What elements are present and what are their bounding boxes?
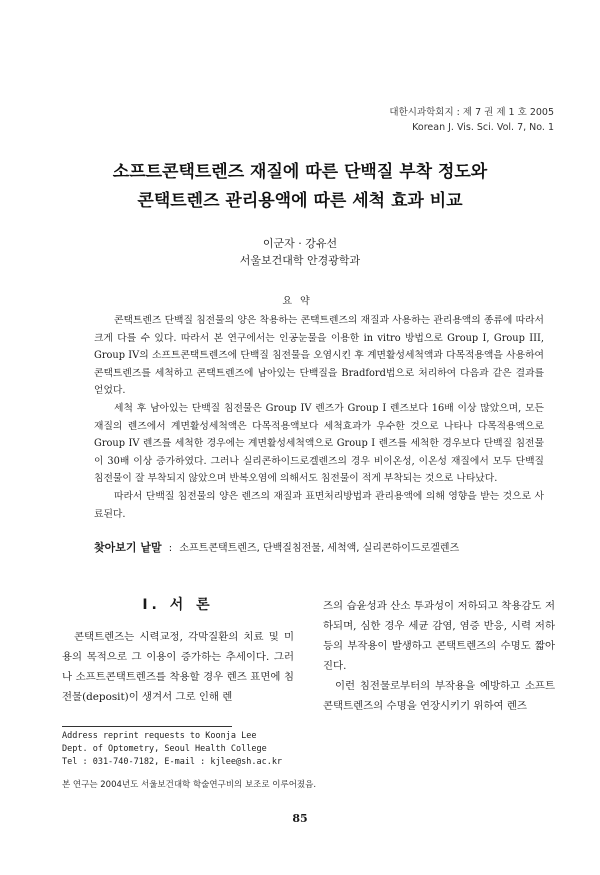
keywords-label: 찾아보기 낱말	[94, 541, 162, 554]
abstract-body	[94, 312, 544, 523]
footnote-divider	[62, 726, 232, 727]
page-number: 85	[292, 812, 308, 825]
keywords-line	[94, 540, 564, 557]
left-column	[62, 595, 294, 707]
right-column	[323, 596, 555, 716]
body-paragraph: 즈의 습윤성과 산소 투과성이 저하되고 착용감도 저하되며, 심한 경우 세균 감염, 염증 반응, 시력 저하 등의 부작용이 발생하고 콘택트렌즈의 수명도 짧아진다.	[323, 600, 555, 672]
journal-header	[389, 105, 554, 135]
author-affiliation: 서울보건대학 안경광학과	[239, 254, 361, 267]
body-paragraph: 이런 침전물로부터의 부작용을 예방하고 소프트콘택트렌즈의 수명을 연장시키기 위하여 렌즈	[323, 680, 555, 712]
body-paragraph: 콘택트렌즈는 시력교정, 각막질환의 치료 및 미용의 목적으로 그 이용이 증가하는 추세이다. 그러나 소프트콘택트렌즈를 착용할 경우 렌즈 표면에 침전물(deposit)이 생겨서 그로 인해 렌	[62, 631, 294, 703]
journal-citation-korean: 대한시과학회지 : 제 7 권 제 1 호 2005	[389, 107, 554, 118]
title-line-2: 콘택트렌즈 관리용액에 따른 세척 효과 비교	[137, 191, 463, 211]
abstract-paragraph: 세척 후 남아있는 단백질 침전물은 Group IV 렌즈가 Group I 렌즈보다 16배 이상 많았으며, 모든 재질의 렌즈에서 계면활성세척액은 다목적용액보다 세척효과가 우수한 것으로 나타나 다목적용액으로 Group IV 렌즈를 세척한 경우에는 계면활성세척액으로 Group I 렌즈를 세척한 경우보다 단백질 침전물이 30배 이상 증가하였다. 그러나 실리콘하이드로겔렌즈의 경우 비이온성, 이온성 재질에서 모두 단백질 침전물이 잘 부착되지 않았으며 반복오염에 의해서도 침전물이 적게 부착되는 것으로 나타났다.	[94, 402, 544, 485]
abstract-paragraph: 콘택트렌즈 단백질 침전물의 양은 착용하는 콘택트렌즈의 재질과 사용하는 관리용액의 종류에 따라서 크게 다를 수 있다. 따라서 본 연구에서는 인공눈물을 이용한 in vitro 방법으로 Group I, Group III, Group IV의 소프트콘택트렌즈에 단백질 침전물을 오염시킨 후 계면활성세척액과 다목적용액을 사용하여 콘택트렌즈를 세척하고 콘택트렌즈에 남아있는 단백질을 Bradford법으로 처리하여 다음과 같은 결과를 얻었다.	[94, 315, 544, 397]
author-block	[0, 235, 600, 269]
abstract-heading: 요약	[282, 296, 318, 307]
footnote-line: Dept. of Optometry, Seoul Health College	[62, 744, 267, 754]
title-line-1: 소프트콘택트렌즈 재질에 따른 단백질 부착 정도와	[112, 162, 488, 182]
paper-title	[0, 158, 600, 216]
keywords-separator: :	[168, 543, 173, 554]
abstract-paragraph: 따라서 단백질 침전물의 양은 렌즈의 재질과 표면처리방법과 관리용액에 의해 영향을 받는 것으로 사료된다.	[94, 490, 544, 520]
section-title: I. 서 론	[142, 597, 214, 613]
keywords-list: 소프트콘택트렌즈, 단백질침전물, 세척액, 실리콘하이드로겔렌즈	[179, 543, 460, 554]
footnote-line: Tel : 031-740-7182, E-mail : kjlee@sh.ac.kr	[62, 757, 283, 767]
funding-note: 본 연구는 2004년도 서울보건대학 학술연구비의 보조로 이루어졌음.	[62, 780, 317, 790]
footnote-line: Address reprint requests to Koonja Lee	[62, 731, 257, 741]
journal-citation-english: Korean J. Vis. Sci. Vol. 7, No. 1	[412, 122, 554, 133]
correspondence-footnote	[62, 730, 302, 769]
author-names: 이군자 · 강유선	[262, 237, 338, 250]
